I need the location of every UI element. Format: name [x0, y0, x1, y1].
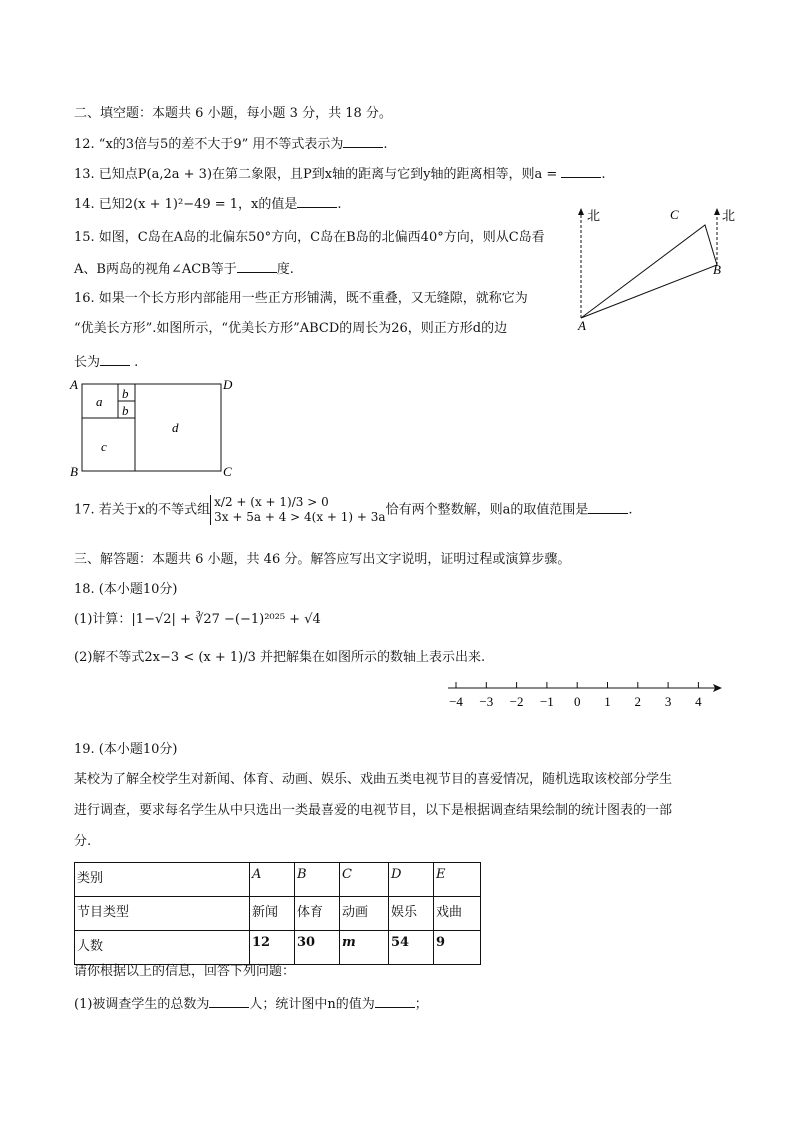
question-16-line3: 长为 .: [74, 355, 139, 370]
tick-label: 3: [664, 694, 672, 709]
answer-blank: [209, 995, 249, 1008]
q12-text: 12. “x的3倍与5的差不大于9” 用不等式表示为: [74, 137, 344, 152]
question-19-title: 19. (本小题10分): [74, 742, 178, 757]
question-19-part1: [74, 995, 428, 1013]
answer-blank: [100, 353, 130, 366]
tick-label: −3: [479, 694, 494, 709]
section3-heading: 三、解答题：本题共 6 小题，共 46 分。解答应写出文字说明，证明过程或演算步骤。: [74, 552, 571, 567]
table-cell: B: [295, 863, 340, 897]
arrow-icon: [714, 208, 720, 215]
square-c: c: [101, 439, 107, 454]
table-cell: A: [250, 863, 295, 897]
tick-label: −1: [539, 694, 554, 709]
tick-label: 4: [695, 694, 702, 709]
answer-blank: [297, 195, 337, 208]
question-12: 12. “x的3倍与5的差不大于9” 用不等式表示为 .: [74, 137, 388, 152]
rectangle-diagram: [68, 376, 238, 478]
table-cell: 娱乐: [389, 897, 434, 931]
question-13: 13. 已知点P(a,2a + 3)在第二象限，且P到x轴的距离与它到y轴的距离相等，则a = .: [74, 167, 606, 182]
q16-text: 长为: [74, 355, 101, 370]
section2-heading: 二、填空题：本题共 6 小题，每小题 3 分，共 18 分。: [74, 106, 392, 121]
inequality-2: 3x + 5a + 4 > 4(x + 1) + 3a: [214, 510, 386, 524]
table-cell: 体育: [295, 897, 340, 931]
compass-diagram: [570, 200, 736, 335]
label-b: B: [70, 464, 78, 479]
question-19-prompt: 请你根据以上的信息，回答下列问题：: [74, 964, 296, 979]
inequality-system: [210, 495, 385, 525]
tick-label: −2: [509, 694, 524, 709]
table-row: [75, 897, 481, 931]
question-17: 17. 若关于x的不等式组x/2 + (x + 1)/3 > 0 3x + 5a + 4 > 4(x + 1) + 3a恰有两个整数解，则a的取值范围是 .: [74, 495, 633, 524]
square-b: b: [122, 386, 129, 401]
label-c: C: [670, 207, 679, 222]
table-cell: 类别: [75, 863, 250, 897]
square-b: b: [122, 403, 129, 418]
square-a: a: [96, 394, 103, 409]
table-cell: 30: [295, 931, 340, 965]
question-15-line1: 15. 如图，C岛在A岛的北偏东50°方向，C岛在B岛的北偏西40°方向，则从C岛看: [74, 230, 545, 245]
q19-text-3: ；: [414, 997, 428, 1012]
question-16-line2: “优美长方形”.如图所示，“优美长方形”ABCD的周长为26，则正方形d的边: [74, 321, 508, 336]
answer-blank: [561, 165, 601, 178]
table-cell: 戏曲: [434, 897, 481, 931]
question-15-line2: [74, 260, 294, 278]
label-a: A: [70, 377, 78, 392]
question-19-para2: 进行调查，要求每名学生从中只选出一类最喜爱的电视节目，以下是根据调查结果绘制的统计图表的一部: [74, 803, 673, 818]
inequality-1: x/2 + (x + 1)/3 > 0: [214, 495, 329, 509]
question-18-title: 18. (本小题10分): [74, 582, 178, 597]
question-14: 14. 已知2(x + 1)²−49 = 1，x的值是 .: [74, 197, 342, 212]
table-cell: D: [389, 863, 434, 897]
q19-text: (1)被调查学生的总数为: [74, 997, 210, 1012]
q15-text: A、B两岛的视角∠ACB等于: [74, 262, 237, 277]
label-a: A: [578, 318, 586, 333]
square-d: d: [172, 420, 179, 435]
answer-blank: [375, 995, 415, 1008]
answer-blank: [588, 501, 628, 514]
tick-label: −4: [449, 694, 463, 709]
label-c: C: [223, 464, 232, 479]
tick-label: 0: [573, 694, 581, 709]
q19-text-2: 人；统计图中n的值为: [249, 997, 375, 1012]
table-cell: 54: [389, 931, 434, 965]
question-18-part1: (1)计算：|1−√2| + ∛27 −(−1)²⁰²⁵ + √4: [74, 612, 321, 627]
table-cell: C: [340, 863, 389, 897]
answer-blank: [343, 135, 383, 148]
north-label: 北: [587, 208, 601, 223]
table-row: [75, 931, 481, 965]
north-label: 北: [722, 208, 736, 223]
table-cell: 新闻: [250, 897, 295, 931]
q13-text: 13. 已知点P(a,2a + 3)在第二象限，且P到x轴的距离与它到y轴的距离相等，则a =: [74, 167, 562, 182]
tick-label: 2: [634, 694, 642, 709]
table-row: [75, 863, 481, 897]
table-cell: 人数: [75, 931, 250, 965]
table-cell: 12: [250, 931, 295, 965]
table-cell: 9: [434, 931, 481, 965]
table-cell: E: [434, 863, 481, 897]
q17-text: 17. 若关于x的不等式组: [74, 502, 211, 518]
question-16-line1: 16. 如果一个长方形内部能用一些正方形铺满，既不重叠，又无缝隙，就称它为: [74, 291, 528, 306]
question-19-para3: 分.: [74, 834, 92, 849]
survey-table: [74, 862, 481, 965]
label-d: D: [223, 377, 233, 392]
answer-blank: [237, 260, 277, 273]
q14-text: 14. 已知2(x + 1)²−49 = 1，x的值是: [74, 197, 298, 212]
arrow-icon: [578, 208, 584, 215]
table-cell: 动画: [340, 897, 389, 931]
table-cell: m: [340, 931, 389, 965]
label-b: B: [713, 262, 721, 277]
rect-abcd: [82, 384, 221, 471]
number-line: [440, 680, 730, 712]
question-18-part2: (2)解不等式2x−3 < (x + 1)/3 并把解集在如图所示的数轴上表示出来.: [74, 650, 486, 665]
q15-unit: 度.: [276, 262, 294, 277]
question-19-para1: 某校为了解全校学生对新闻、体育、动画、娱乐、戏曲五类电视节目的喜爱情况，随机选取该校部分学生: [74, 772, 673, 787]
tick-label: 1: [604, 694, 611, 709]
table-cell: 节目类型: [75, 897, 250, 931]
q17-text-2: 恰有两个整数解，则a的取值范围是: [385, 502, 589, 518]
triangle-acb: [581, 225, 717, 318]
